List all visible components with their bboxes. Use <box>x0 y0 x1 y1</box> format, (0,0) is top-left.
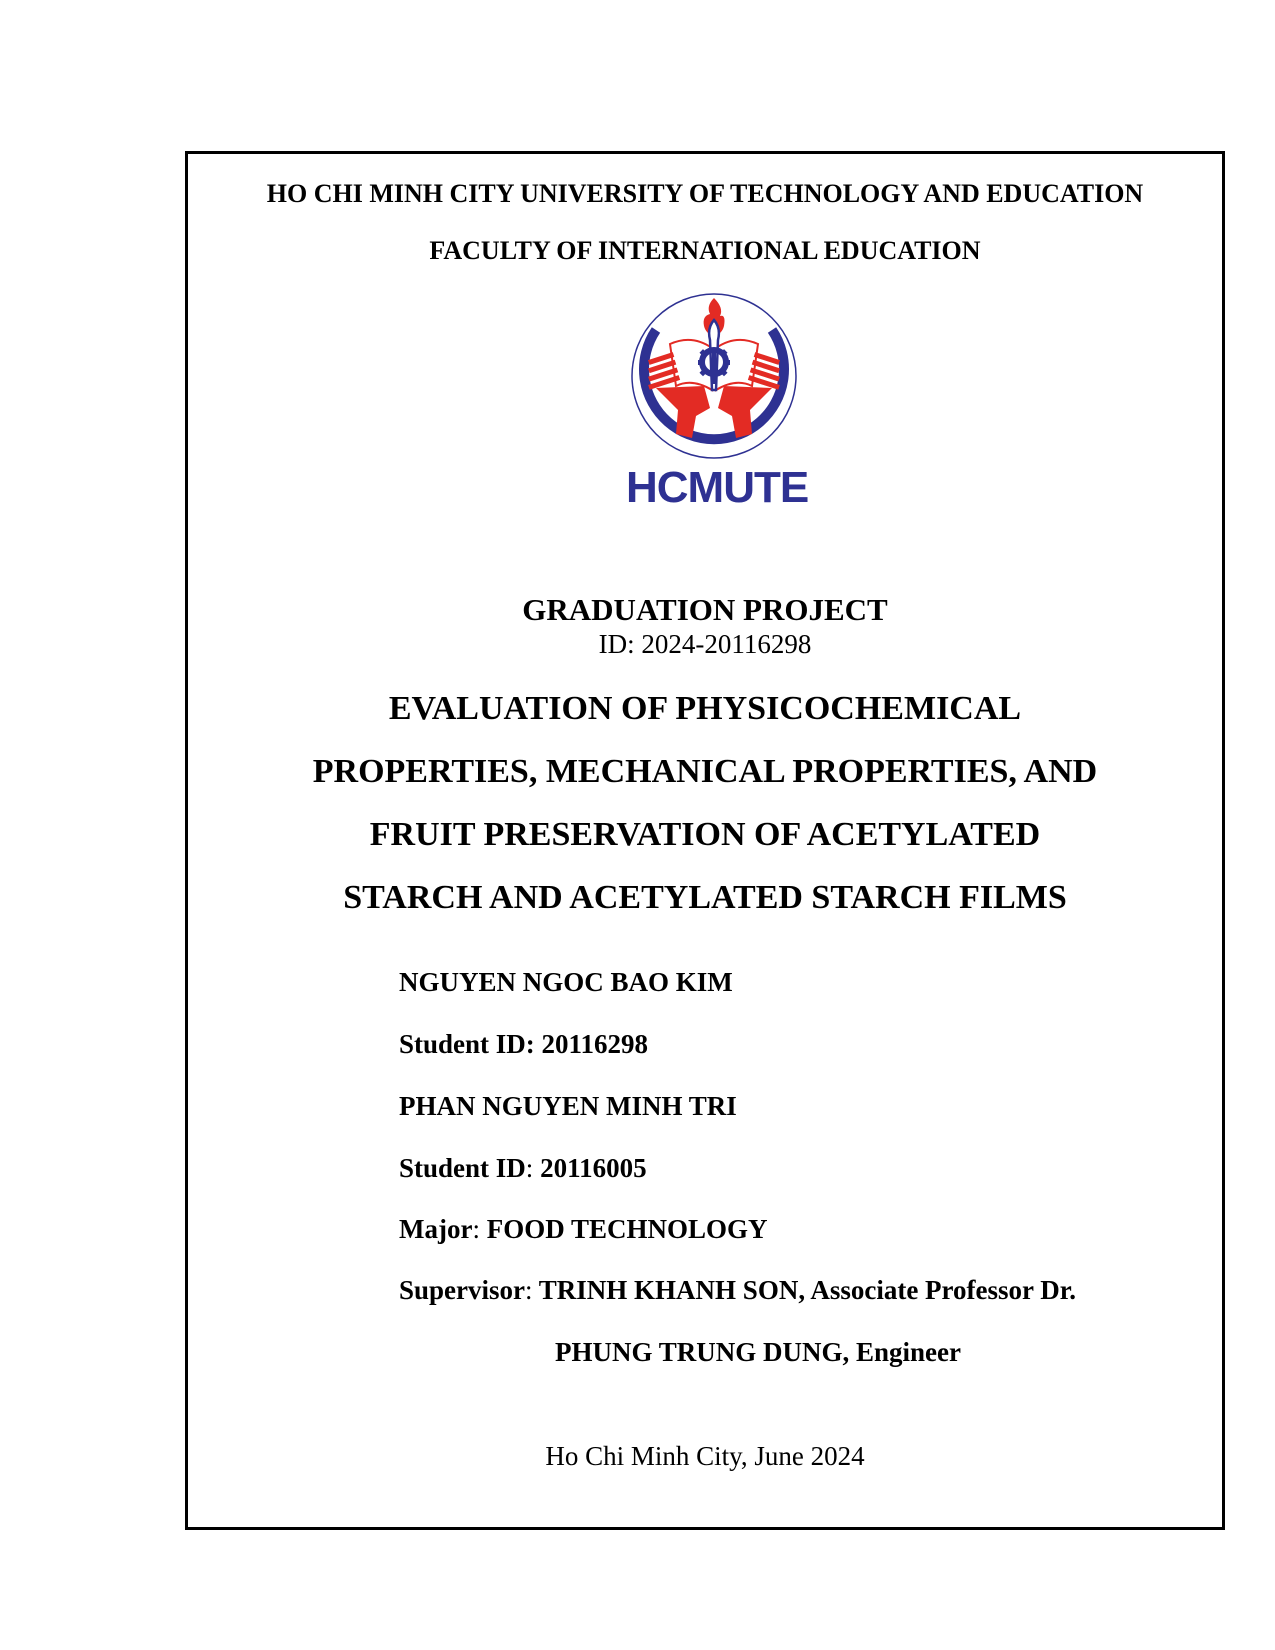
student-id-value: 20116298 <box>534 1029 649 1059</box>
supervisor-row <box>399 1277 1076 1304</box>
student-id-label: Student ID <box>399 1029 526 1059</box>
university-name: HO CHI MINH CITY UNIVERSITY OF TECHNOLOGY AND EDUCATION <box>266 179 1144 208</box>
university-logo <box>626 290 809 512</box>
separator: : <box>525 1153 534 1183</box>
major-row <box>399 1216 768 1243</box>
student-id-row <box>399 1031 648 1058</box>
separator: : <box>525 1029 535 1059</box>
separator: : <box>472 1214 480 1244</box>
project-id: ID: 2024-20116298 <box>598 629 812 659</box>
student-id-value: 20116005 <box>533 1153 647 1183</box>
thesis-title-line: EVALUATION OF PHYSICOCHEMICAL <box>388 690 1022 727</box>
supervisor-secondary: PHUNG TRUNG DUNG, Engineer <box>555 1337 962 1367</box>
student-name: PHAN NGUYEN MINH TRI <box>399 1091 737 1121</box>
supervisor-primary: TRINH KHANH SON, Associate Professor Dr. <box>532 1275 1077 1305</box>
thesis-title-line: FRUIT PRESERVATION OF ACETYLATED <box>369 816 1041 853</box>
faculty-name: FACULTY OF INTERNATIONAL EDUCATION <box>429 236 981 265</box>
supervisor-label: Supervisor <box>399 1275 526 1305</box>
logo-wordmark: HCMUTE <box>626 463 809 512</box>
thesis-title-line: STARCH AND ACETYLATED STARCH FILMS <box>343 879 1067 916</box>
major-value: FOOD TECHNOLOGY <box>479 1214 768 1244</box>
thesis-title-line: PROPERTIES, MECHANICAL PROPERTIES, AND <box>312 753 1098 790</box>
project-type: GRADUATION PROJECT <box>522 592 888 627</box>
separator: : <box>525 1275 533 1305</box>
major-label: Major <box>399 1214 473 1244</box>
student-id-row <box>399 1155 647 1182</box>
place-and-date: Ho Chi Minh City, June 2024 <box>545 1441 865 1471</box>
student-name: NGUYEN NGOC BAO KIM <box>399 967 733 997</box>
hcmute-emblem-icon <box>626 290 806 462</box>
student-id-label: Student ID <box>399 1153 526 1183</box>
